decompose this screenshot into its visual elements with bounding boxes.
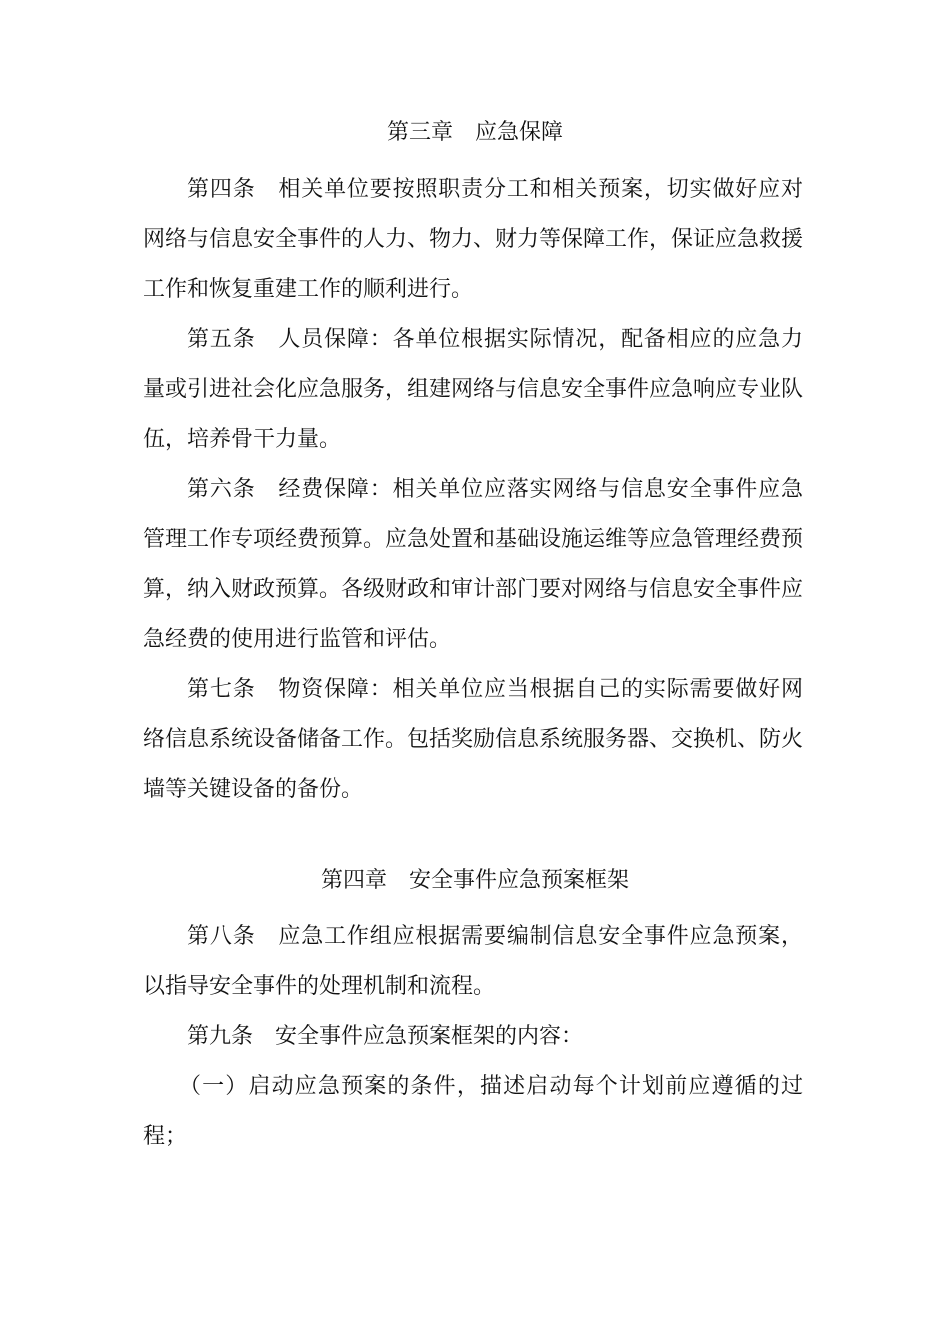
article-7 <box>143 665 803 815</box>
article-9-text: 安全事件应急预案框架的内容： <box>275 1024 584 1049</box>
article-6-text: 经费保障：相关单位应落实网络与信息安全事件应急管理工作专项经费预算。应急处置和基础设施运维等应急管理经费预算，纳入财政预算。各级财政和审计部门要对网络与信息安全事件应急经费的使用进行监管和评估。 <box>143 477 804 652</box>
article-4-label: 第四条 <box>187 177 256 202</box>
chapter-4-heading: 第四章 安全事件应急预案框架 <box>320 868 629 893</box>
article-6-label: 第六条 <box>187 477 256 502</box>
article-6 <box>143 465 803 665</box>
list-item-1: （一）启动应急预案的条件，描述启动每个计划前应遵循的过程； <box>143 1074 803 1149</box>
article-5 <box>143 315 803 465</box>
article-8-label: 第八条 <box>187 924 256 949</box>
article-5-text: 人员保障：各单位根据实际情况，配备相应的应急力量或引进社会化应急服务，组建网络与信息安全事件应急响应专业队伍，培养骨干力量。 <box>143 327 804 452</box>
article-7-label: 第七条 <box>187 677 256 702</box>
article-7-text: 物资保障：相关单位应当根据自己的实际需要做好网络信息系统设备储备工作。包括奖励信息系统服务器、交换机、防火墙等关键设备的备份。 <box>143 677 804 802</box>
article-9 <box>143 1012 803 1062</box>
article-8-text: 应急工作组应根据需要编制信息安全事件应急预案，以指导安全事件的处理机制和流程。 <box>143 924 803 999</box>
article-4 <box>143 165 803 315</box>
article-4-text: 相关单位要按照职责分工和相关预案，切实做好应对网络与信息安全事件的人力、物力、财力等保障工作，保证应急救援工作和恢复重建工作的顺利进行。 <box>143 177 804 302</box>
article-9-label: 第九条 <box>187 1024 254 1049</box>
chapter-3-heading: 第三章 应急保障 <box>386 120 563 145</box>
article-5-label: 第五条 <box>187 327 256 352</box>
article-8 <box>143 912 803 1012</box>
